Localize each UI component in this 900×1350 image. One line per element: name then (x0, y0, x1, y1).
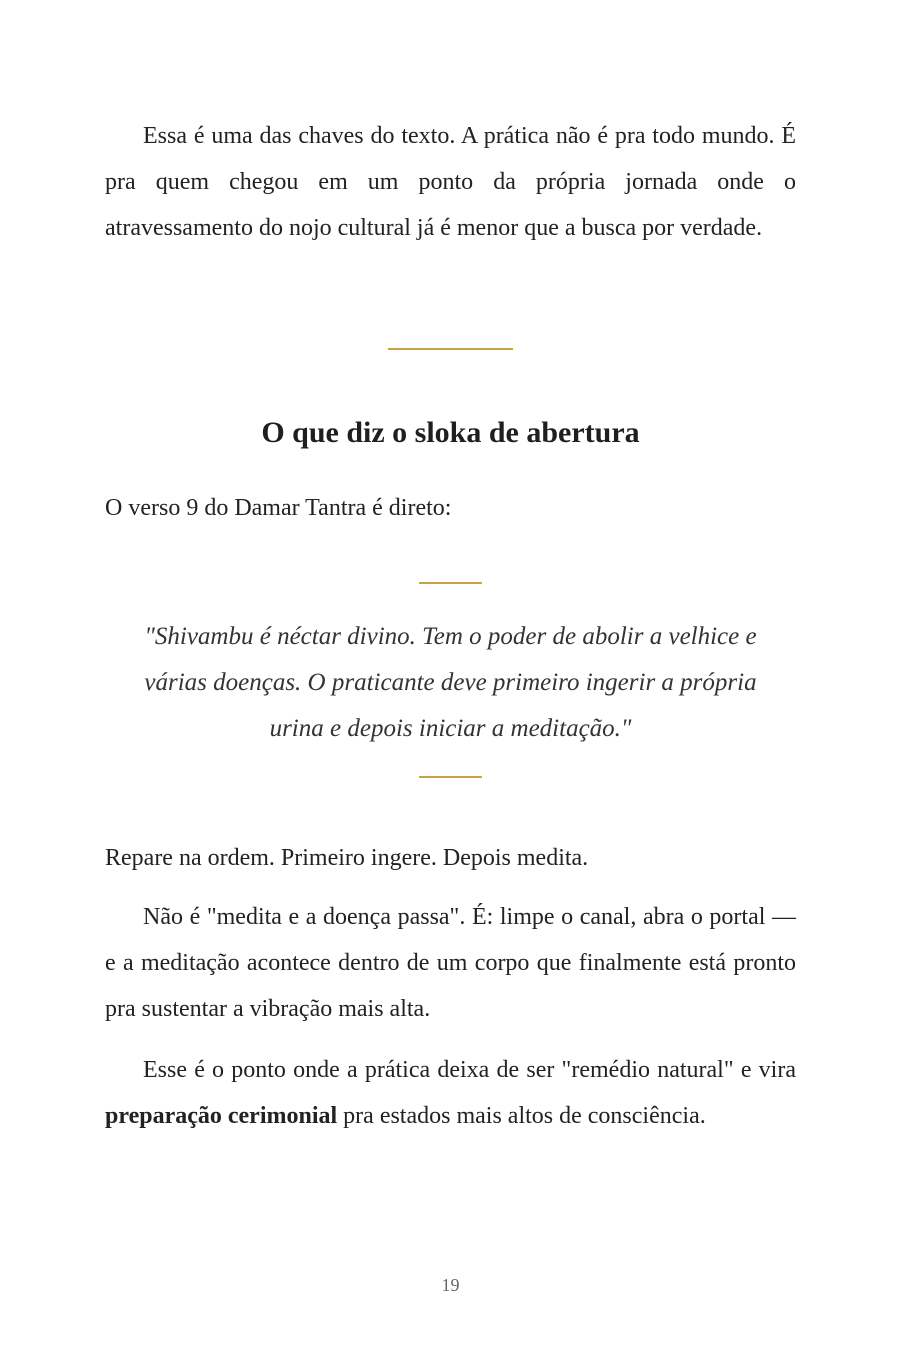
emphasized-term: preparação cerimonial (105, 1103, 338, 1129)
quote-divider-bottom (419, 776, 482, 778)
paragraph-4: Não é "medita e a doença passa". É: limpe o canal, abra o portal — e a meditação acontece dentro de um corpo que finalmente está pronto pra sustentar a vibração mais alta. (105, 904, 796, 1022)
paragraph-5-text-after: pra estados mais altos de consciência. (337, 1103, 706, 1129)
intro-line: O verso 9 do Damar Tantra é direto: (105, 495, 452, 521)
quote-divider-top (419, 582, 482, 584)
section-divider (388, 348, 513, 350)
page-number: 19 (441, 1275, 460, 1295)
section-heading: O que diz o sloka de abertura (261, 416, 640, 449)
book-page (105, 0, 796, 1350)
paragraph-5 (105, 1047, 796, 1139)
paragraph-1: Essa é uma das chaves do texto. A prática não é pra todo mundo. É pra quem chegou em um ponto da própria jornada onde o atravessamento do nojo cultural já é menor que a busca por verdade. (105, 123, 796, 241)
block-quote: "Shivambu é néctar divino. Tem o poder de abolir a velhice e várias doenças. O praticante deve primeiro ingerir a própria urina e depois iniciar a meditação." (144, 623, 757, 742)
paragraph-5-text-before: Esse é o ponto onde a prática deixa de ser "remédio natural" e vira (143, 1057, 796, 1083)
paragraph-3: Repare na ordem. Primeiro ingere. Depois medita. (105, 845, 589, 871)
